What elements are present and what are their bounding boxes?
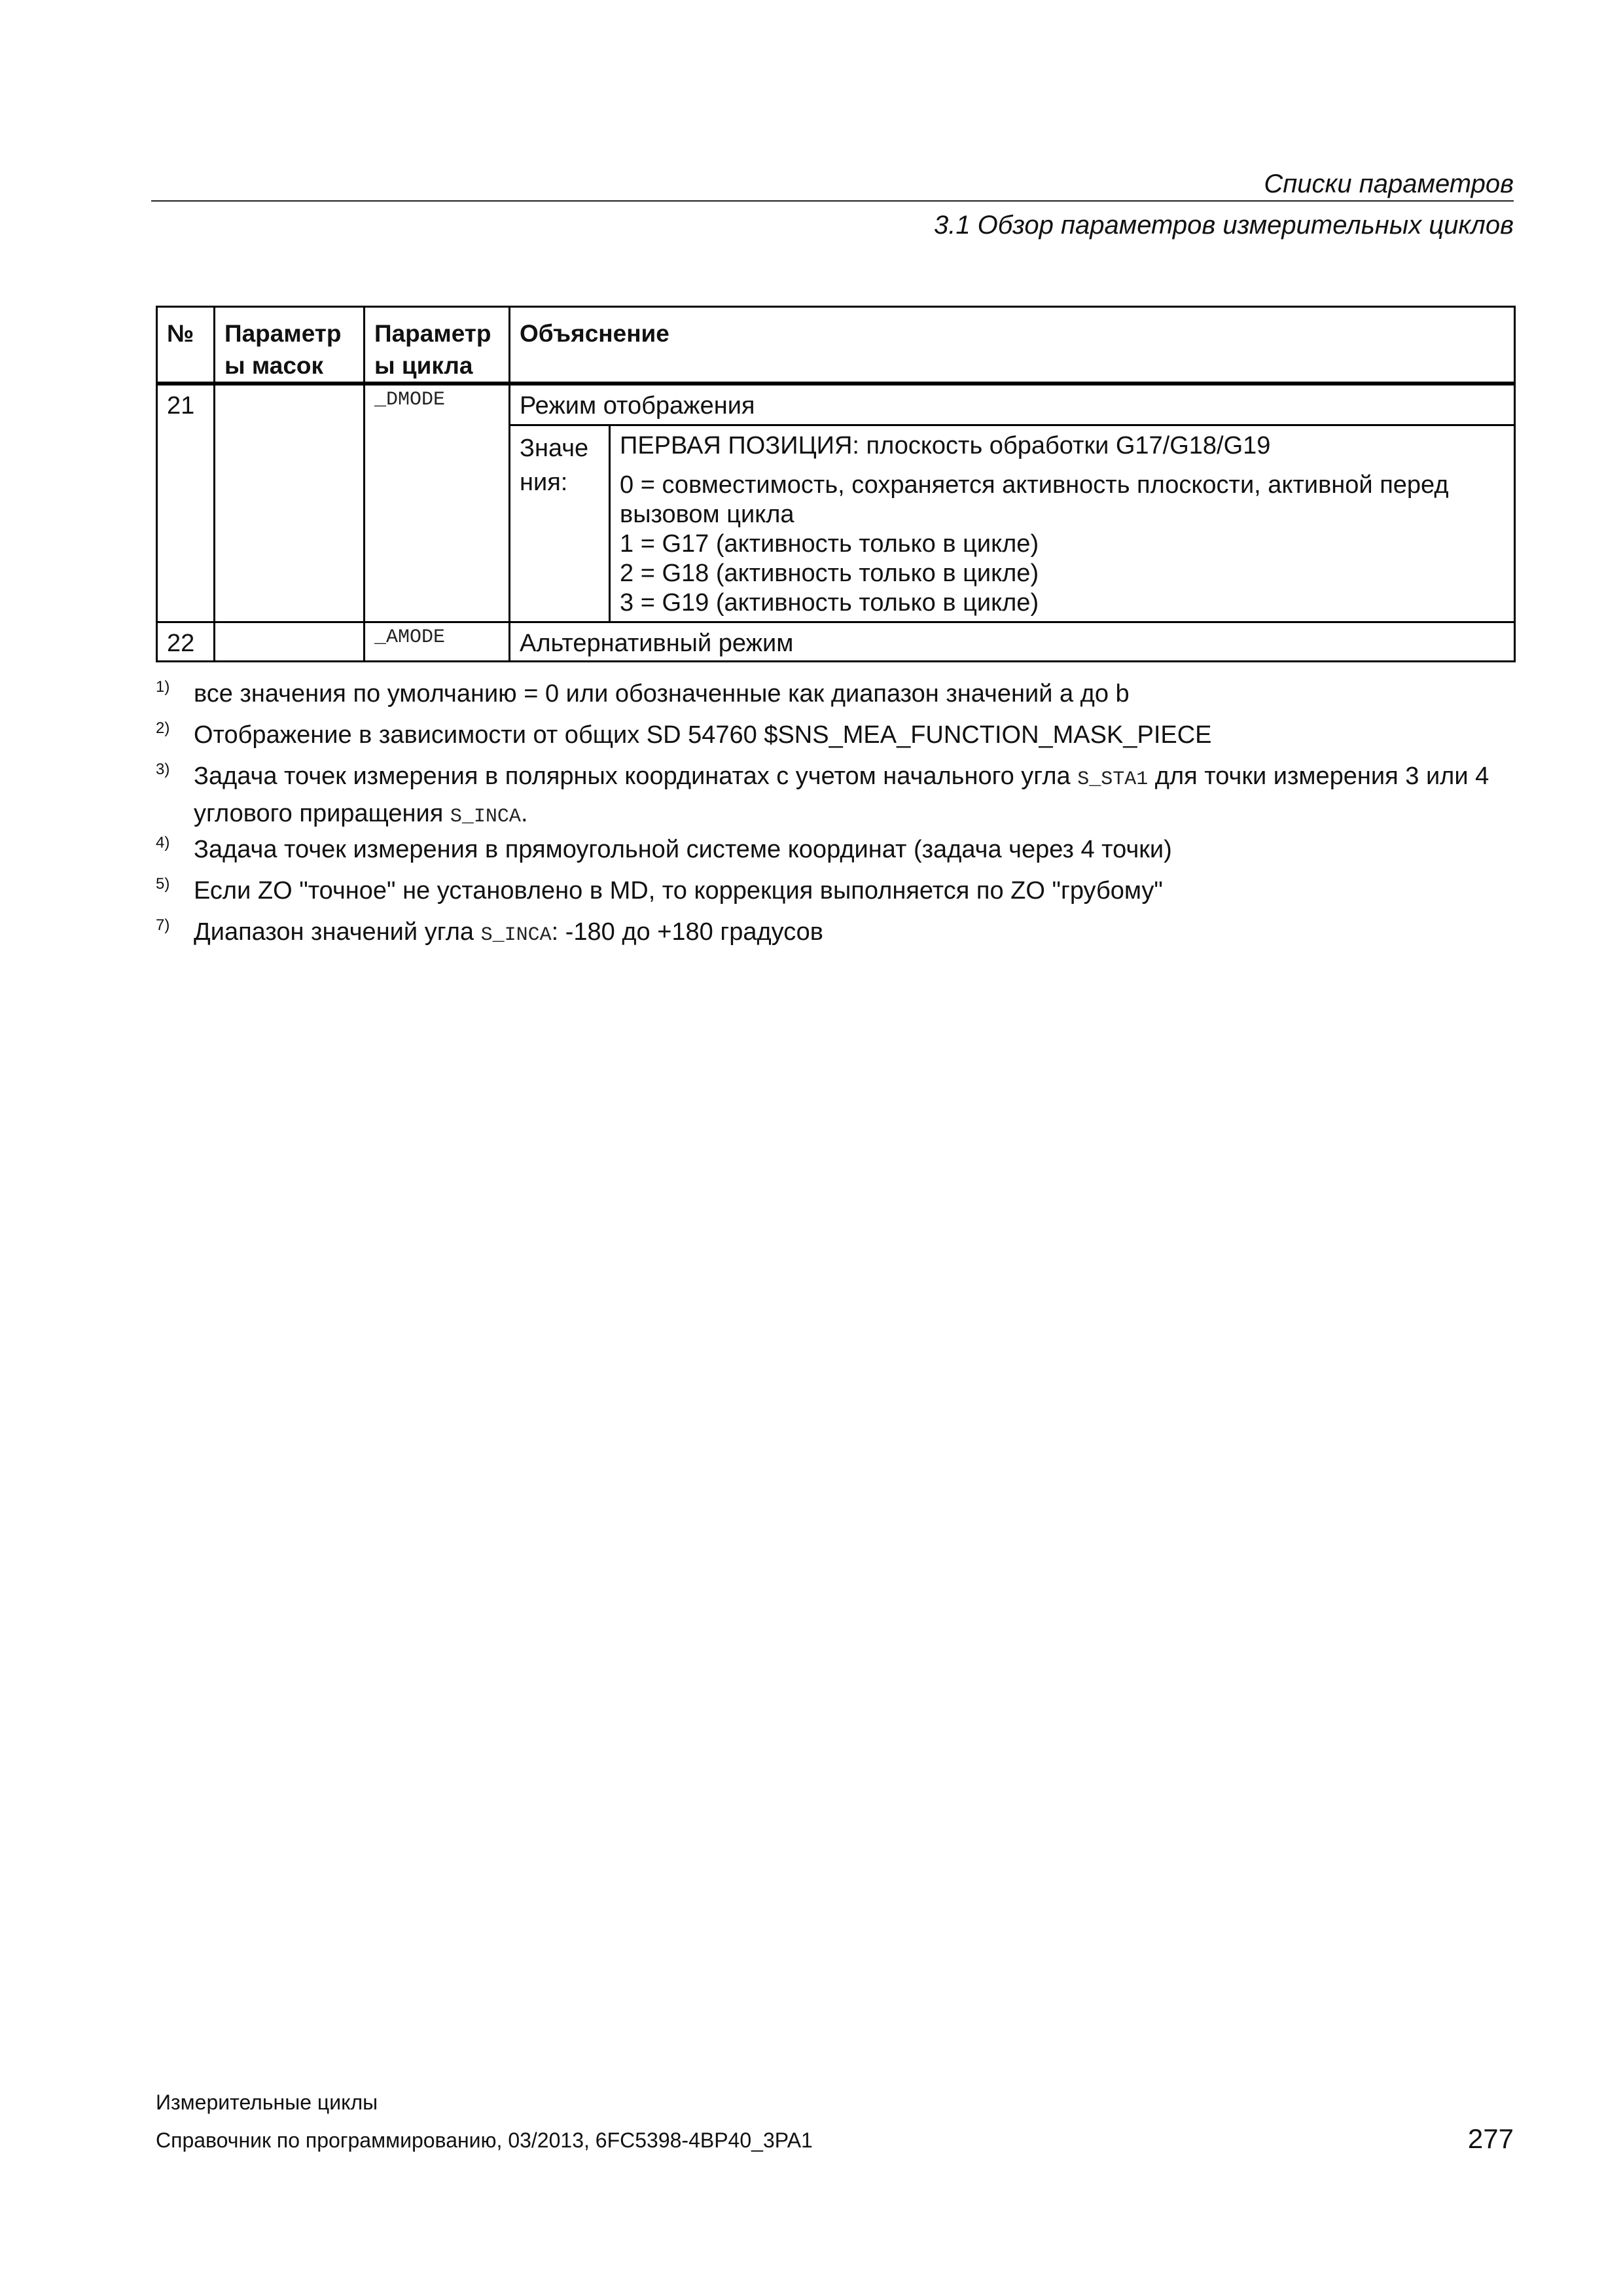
section-title: 3.1 Обзор параметров измерительных циклов — [933, 211, 1514, 240]
footnote-text: . — [520, 800, 528, 827]
footnote — [156, 874, 1555, 908]
footer-book-info: Справочник по программированию, 03/2013, 6FC5398-4BP40_3PA1 — [156, 2128, 813, 2152]
values-content-cell — [610, 425, 1515, 622]
table-row — [157, 384, 1515, 425]
footnote-number: 2) — [156, 719, 170, 737]
col-header-number: № — [157, 307, 215, 384]
values-label-line: Значе — [520, 434, 589, 462]
chapter-title: Списки параметров — [1264, 170, 1514, 198]
col-header-mask-params-line: Параметр — [224, 320, 342, 347]
values-label-cell — [510, 425, 610, 622]
footnote-text: Задача точек измерения в полярных координатах с учетом начального угла — [194, 762, 1078, 790]
mask-param-cell — [215, 384, 365, 622]
footnote-code: S_INCA — [480, 924, 552, 946]
explanation-cell: Альтернативный режим — [510, 622, 1515, 661]
values-title: ПЕРВАЯ ПОЗИЦИЯ: плоскость обработки G17/G18/G19 — [620, 431, 1271, 459]
footnote-text: для точки измерения 3 или 4 углового приращения — [194, 762, 1489, 827]
footnote — [156, 833, 1555, 867]
footnote-number: 4) — [156, 834, 170, 852]
value-item: 2 = G18 (активность только в цикле) — [620, 559, 1039, 587]
footnote-number: 5) — [156, 875, 170, 893]
table-header-row — [157, 307, 1515, 384]
value-item: 0 = совместимость, сохраняется активность плоскости, активной перед вызовом цикла — [620, 471, 1449, 528]
col-header-mask-params — [215, 307, 365, 384]
footer-book-title: Измерительные циклы — [156, 2090, 378, 2114]
col-header-cycle-params-line: Параметр — [374, 320, 491, 347]
footnote — [156, 677, 1555, 711]
footnote — [156, 759, 1555, 834]
footnote — [156, 718, 1555, 752]
footnote — [156, 915, 1555, 952]
cycle-param-cell: _AMODE — [365, 622, 510, 661]
header-rule — [151, 200, 1514, 202]
explanation-cell: Режим отображения — [510, 384, 1515, 425]
footnote-code: S_INCA — [450, 806, 521, 828]
col-header-cycle-params-line: ы цикла — [374, 352, 473, 379]
col-header-cycle-params — [365, 307, 510, 384]
footnote-number: 3) — [156, 761, 170, 778]
footnote-code: S_STA1 — [1077, 768, 1149, 791]
footnote-text: все значения по умолчанию = 0 или обозначенные как диапазон значений a до b — [194, 680, 1130, 708]
page-number: 277 — [1467, 2123, 1514, 2154]
footnote-number: 7) — [156, 916, 170, 934]
footnote-text: Если ZO "точное" не установлено в MD, то коррекция выполняется по ZO "грубому" — [194, 877, 1163, 905]
footnote-text: : -180 до +180 градусов — [551, 918, 823, 946]
row-number: 21 — [157, 384, 215, 622]
value-item: 3 = G19 (активность только в цикле) — [620, 588, 1039, 617]
col-header-explanation: Объяснение — [510, 307, 1515, 384]
table-row — [157, 622, 1515, 661]
col-header-mask-params-line: ы масок — [224, 352, 324, 379]
parameter-table — [156, 306, 1516, 662]
footnote-text: Задача точек измерения в прямоугольной системе координат (задача через 4 точки) — [194, 836, 1172, 863]
footnote-text: Отображение в зависимости от общих SD 54760 $SNS_MEA_FUNCTION_MASK_PIECE — [194, 721, 1212, 749]
row-number: 22 — [157, 622, 215, 661]
value-item: 1 = G17 (активность только в цикле) — [620, 529, 1039, 558]
cycle-param-cell: _DMODE — [365, 384, 510, 622]
footnote-text: Диапазон значений угла — [194, 918, 481, 946]
values-label-line: ния: — [520, 468, 568, 496]
mask-param-cell — [215, 622, 365, 661]
footnote-number: 1) — [156, 678, 170, 696]
